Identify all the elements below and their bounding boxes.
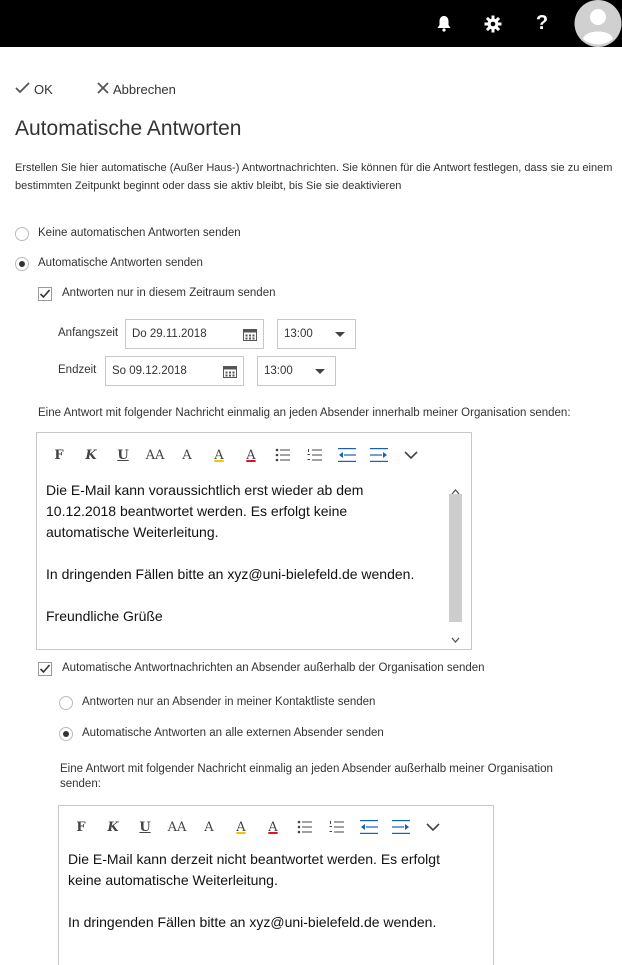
formatting-toolbar xyxy=(43,437,427,473)
cancel-label: Abbrechen xyxy=(113,81,176,97)
contacts-only-radio[interactable] xyxy=(59,696,73,710)
message-line: 10.12.2018 beantwortet werden. Es erfolgt keine xyxy=(46,503,348,519)
indent-icon[interactable] xyxy=(385,813,417,841)
ok-label: OK xyxy=(34,81,53,97)
scrollbar-thumb[interactable] xyxy=(449,494,462,622)
external-checkbox-label: Automatische Antwortnachrichten an Absender außerhalb der Organisation senden xyxy=(62,662,485,674)
ok-button[interactable] xyxy=(15,81,53,97)
grow-font-icon[interactable]: A xyxy=(204,819,214,835)
bullets-icon[interactable] xyxy=(289,813,321,841)
page-description: Erstellen Sie hier automatische (Außer Haus-) Antwortnachrichten. Sie können für die Antwort festlegen, dass sie zu einem bestimmten Zeitpunkt beginnt oder dass sie aktiv bleibt, bis Sie sie deaktivieren xyxy=(15,162,613,192)
external-checkbox[interactable] xyxy=(38,662,52,676)
top-bar xyxy=(0,0,622,47)
message-line xyxy=(68,891,483,912)
message-line: In dringenden Fällen bitte an xyz@uni-bielefeld.de wenden. xyxy=(46,566,415,582)
end-date-picker[interactable] xyxy=(105,356,244,386)
no-reply-label: Keine automatischen Antworten senden xyxy=(38,227,241,239)
page-title: Automatische Antworten xyxy=(15,117,242,140)
more-icon[interactable] xyxy=(417,813,449,841)
highlight-icon[interactable]: A xyxy=(236,819,246,835)
internal-message-heading: Eine Antwort mit folgender Nachricht einmalig an jeden Absender innerhalb meiner Organisation senden: xyxy=(38,407,571,419)
underline-icon[interactable]: U xyxy=(117,447,129,463)
message-line: Freundliche Grüße xyxy=(46,608,163,624)
internal-message-editor[interactable] xyxy=(36,432,472,650)
timeframe-label: Antworten nur in diesem Zeitraum senden xyxy=(62,287,276,299)
close-icon xyxy=(97,81,109,97)
start-time-label: Anfangszeit xyxy=(58,327,119,339)
calendar-icon[interactable] xyxy=(243,328,257,341)
start-date-value: Do 29.11.2018 xyxy=(132,328,207,340)
all-external-label: Automatische Antworten an alle externen Absender senden xyxy=(82,727,384,739)
bullets-icon[interactable] xyxy=(267,441,299,469)
start-date-picker[interactable] xyxy=(125,319,264,349)
avatar[interactable] xyxy=(573,0,622,47)
highlight-icon[interactable]: A xyxy=(214,447,224,463)
start-time-select[interactable] xyxy=(277,319,356,349)
scrollbar[interactable] xyxy=(449,480,462,644)
font-color-icon[interactable]: A xyxy=(246,447,256,463)
message-line xyxy=(46,585,446,606)
message-line: Die E-Mail kann derzeit nicht beantwortet werden. Es erfolgt xyxy=(68,851,440,867)
more-icon[interactable] xyxy=(395,441,427,469)
contacts-only-label: Antworten nur an Absender in meiner Kontaktliste senden xyxy=(82,696,376,708)
help-icon[interactable]: ? xyxy=(535,12,549,34)
start-time-value: 13:00 xyxy=(284,328,313,340)
formatting-toolbar xyxy=(65,809,449,845)
no-reply-radio[interactable] xyxy=(15,227,29,241)
end-date-value: So 09.12.2018 xyxy=(112,365,187,377)
italic-icon[interactable]: K xyxy=(85,447,97,463)
underline-icon[interactable]: U xyxy=(139,819,151,835)
message-line: Die E-Mail kann voraussichtlich erst wieder ab dem xyxy=(46,482,364,498)
grow-font-icon[interactable]: A xyxy=(182,447,192,463)
font-size-icon[interactable]: AA xyxy=(167,819,187,835)
numbering-icon[interactable] xyxy=(299,441,331,469)
send-reply-label: Automatische Antworten senden xyxy=(38,257,203,269)
chevron-down-icon xyxy=(315,369,325,374)
indent-icon[interactable] xyxy=(363,441,395,469)
all-external-radio[interactable] xyxy=(59,727,73,741)
italic-icon[interactable]: K xyxy=(107,819,119,835)
message-line xyxy=(46,543,446,564)
external-heading-line: Eine Antwort mit folgender Nachricht einmalig an jeden Absender außerhalb meiner Organisation xyxy=(60,763,553,775)
external-message-body[interactable] xyxy=(68,849,483,933)
bold-icon[interactable]: F xyxy=(76,819,86,835)
outdent-icon[interactable] xyxy=(353,813,385,841)
end-time-value: 13:00 xyxy=(264,365,293,377)
bold-icon[interactable]: F xyxy=(54,447,64,463)
check-icon xyxy=(15,81,30,97)
external-message-editor[interactable] xyxy=(58,805,494,965)
outdent-icon[interactable] xyxy=(331,441,363,469)
font-color-icon[interactable]: A xyxy=(268,819,278,835)
timeframe-checkbox[interactable] xyxy=(38,287,52,301)
message-line: automatische Weiterleitung. xyxy=(46,524,219,540)
message-line: keine automatische Weiterleitung. xyxy=(68,872,278,888)
scroll-down-icon[interactable] xyxy=(451,630,460,648)
bell-icon[interactable] xyxy=(420,0,468,47)
cancel-button[interactable] xyxy=(97,81,176,97)
internal-message-body[interactable] xyxy=(46,480,446,627)
external-message-heading xyxy=(60,763,620,790)
numbering-icon[interactable] xyxy=(321,813,353,841)
external-heading-line: senden: xyxy=(60,778,101,790)
font-size-icon[interactable]: AA xyxy=(145,447,165,463)
gear-icon[interactable] xyxy=(469,0,517,47)
message-line: In dringenden Fällen bitte an xyz@uni-bielefeld.de wenden. xyxy=(68,914,437,930)
send-reply-radio[interactable] xyxy=(15,257,29,271)
calendar-icon[interactable] xyxy=(223,365,237,378)
end-time-label: Endzeit xyxy=(58,364,97,376)
chevron-down-icon xyxy=(335,332,345,337)
end-time-select[interactable] xyxy=(257,356,336,386)
